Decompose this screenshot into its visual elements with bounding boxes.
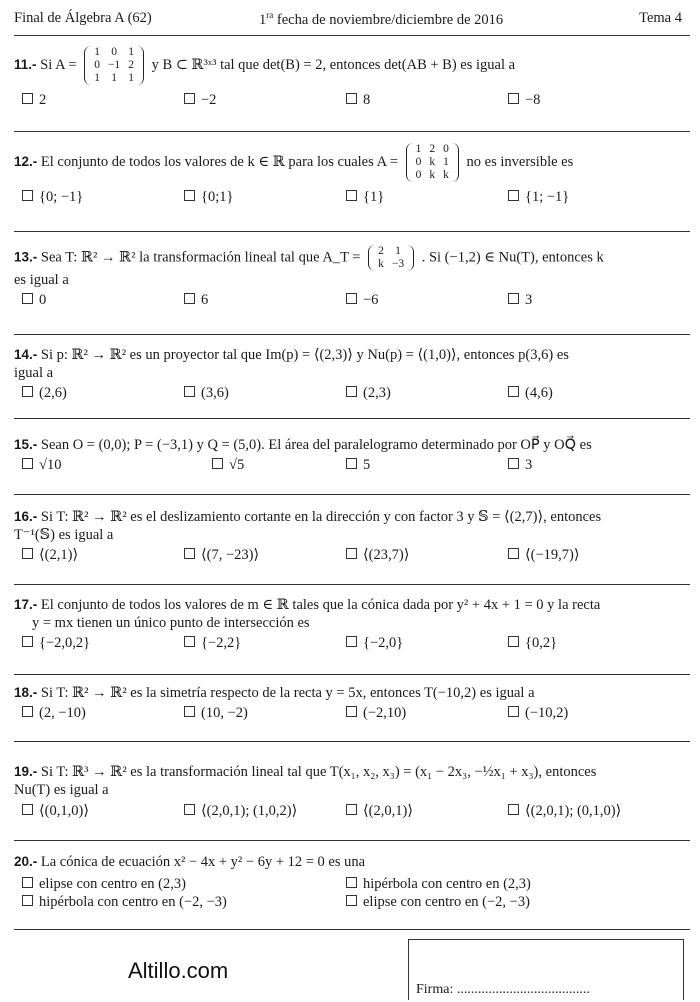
- option-label: {−2,0,2}: [39, 635, 91, 651]
- checkbox[interactable]: [22, 293, 33, 304]
- divider: [14, 334, 690, 335]
- question-number: 19.-: [14, 764, 38, 779]
- options: [14, 456, 690, 474]
- question-text: Sean O = (0,0); P = (−3,1) y Q = (5,0). El área del paralelogramo determinado por OP⃗ y OQ⃗ es: [40, 437, 592, 453]
- option-label: (4,6): [525, 385, 553, 401]
- option-a[interactable]: [22, 384, 67, 402]
- option-label: −6: [363, 292, 379, 308]
- divider: [14, 741, 690, 742]
- question-text-line2: igual a: [14, 365, 54, 381]
- matrix-cell: −3: [391, 258, 405, 270]
- question-text: La cónica de ecuación x² − 4x + y² − 6y + 12 = 0 es una: [40, 854, 366, 870]
- checkbox[interactable]: [184, 190, 195, 201]
- option-a[interactable]: [22, 802, 89, 820]
- option-label: 2: [39, 92, 47, 108]
- option-b[interactable]: [212, 456, 244, 474]
- question-text-post: . Si (−1,2) ∈ Nu(T), entonces k: [421, 249, 604, 266]
- option-label: 8: [363, 92, 371, 108]
- options: [14, 291, 690, 309]
- option-label: (3,6): [201, 385, 229, 401]
- checkbox[interactable]: [184, 636, 195, 647]
- question-text: El conjunto de todos los valores de m ∈ ℝ tales que la cónica dada por y² + 4x + 1 = 0 y la recta: [40, 597, 601, 613]
- option-b[interactable]: [184, 91, 216, 109]
- checkbox[interactable]: [346, 93, 357, 104]
- exam-date: $1^{ra}$ fecha de noviembre/diciembre de 2016: [259, 10, 504, 28]
- matrix-cell: 0: [415, 169, 422, 181]
- option-d[interactable]: [508, 704, 568, 722]
- option-c[interactable]: [22, 893, 227, 911]
- divider: [14, 494, 690, 495]
- question-15: [14, 436, 690, 474]
- option-b[interactable]: [184, 546, 259, 564]
- checkbox[interactable]: [346, 386, 357, 397]
- checkbox[interactable]: [22, 895, 33, 906]
- checkbox[interactable]: [22, 804, 33, 815]
- question-text: Si T: ℝ² → ℝ² es la simetría respecto de la recta y = 5x, entonces T(−10,2) es igual a: [40, 685, 535, 701]
- option-c[interactable]: [346, 456, 370, 474]
- option-c[interactable]: [346, 704, 406, 722]
- option-label: elipse con centro en (−2, −3): [363, 894, 530, 910]
- checkbox[interactable]: [184, 386, 195, 397]
- question-number: 11.-: [14, 56, 37, 72]
- option-label: {1}: [363, 189, 385, 205]
- option-c[interactable]: [346, 384, 391, 402]
- question-number: 20.-: [14, 854, 38, 869]
- matrix-A: [406, 143, 459, 182]
- checkbox[interactable]: [22, 877, 33, 888]
- checkbox[interactable]: [22, 93, 33, 104]
- option-a[interactable]: [22, 875, 186, 893]
- question-text: Si p: ℝ² → ℝ² es un proyector tal que Im(p) = ⟨(2,3)⟩ y Nu(p) = ⟨(1,0)⟩, entonces p(3,6) es: [40, 347, 569, 363]
- option-c[interactable]: [346, 634, 403, 652]
- option-label: elipse con centro en (2,3): [39, 876, 186, 892]
- question-text-line2: Nu(T) es igual a: [14, 782, 109, 798]
- option-a[interactable]: [22, 91, 46, 109]
- option-a[interactable]: [22, 188, 83, 206]
- option-label: (−10,2): [525, 705, 569, 721]
- question-text-line2: T⁻¹(𝕊) es igual a: [14, 527, 114, 543]
- checkbox[interactable]: [346, 804, 357, 815]
- matrix-cell: k: [429, 169, 436, 181]
- matrix-cell: 0: [111, 46, 117, 58]
- matrix-cell: 2: [128, 59, 134, 71]
- question-19: [14, 763, 690, 820]
- question-text-pre: El conjunto de todos los valores de k ∈ ℝ para los cuales A =: [40, 153, 399, 170]
- checkbox[interactable]: [508, 293, 519, 304]
- option-c[interactable]: [346, 802, 413, 820]
- option-d[interactable]: [508, 802, 621, 820]
- checkbox[interactable]: [508, 386, 519, 397]
- checkbox[interactable]: [346, 636, 357, 647]
- matrix-cell: 0: [94, 59, 100, 71]
- option-label: hipérbola con centro en (2,3): [363, 876, 531, 892]
- option-label: (2,6): [39, 385, 67, 401]
- checkbox[interactable]: [22, 386, 33, 397]
- option-label: 3: [525, 292, 533, 308]
- option-label: {0;1}: [201, 189, 234, 205]
- option-label: ⟨(7, −23)⟩: [201, 547, 260, 563]
- option-label: √5: [229, 457, 245, 473]
- matrix-cell: k: [378, 258, 384, 270]
- matrix-cell: 2: [378, 245, 384, 257]
- divider: [14, 584, 690, 585]
- option-a[interactable]: [22, 291, 46, 309]
- exam-title: Final de Álgebra A (62): [14, 10, 152, 26]
- option-b[interactable]: [184, 704, 248, 722]
- option-b[interactable]: [184, 384, 229, 402]
- option-label: (−2,10): [363, 705, 407, 721]
- option-c[interactable]: [346, 291, 378, 309]
- checkbox[interactable]: [346, 877, 357, 888]
- checkbox[interactable]: [184, 548, 195, 559]
- checkbox[interactable]: [184, 293, 195, 304]
- matrix-cell: 1: [94, 46, 100, 58]
- option-label: hipérbola con centro en (−2, −3): [39, 894, 227, 910]
- checkbox[interactable]: [508, 636, 519, 647]
- checkbox[interactable]: [508, 548, 519, 559]
- question-text-line2: es igual a: [14, 272, 69, 288]
- matrix-cell: −1: [107, 59, 121, 71]
- question-number: 14.-: [14, 347, 38, 362]
- option-c[interactable]: [346, 188, 384, 206]
- checkbox[interactable]: [346, 895, 357, 906]
- question-text-post: no es inversible es: [466, 153, 574, 170]
- matrix-AT: [368, 245, 414, 271]
- option-label: ⟨(2,0,1)⟩: [363, 803, 413, 819]
- option-d[interactable]: [508, 291, 532, 309]
- option-label: 6: [201, 292, 209, 308]
- option-label: {0; −1}: [39, 189, 84, 205]
- checkbox[interactable]: [22, 706, 33, 717]
- option-d[interactable]: [508, 91, 540, 109]
- checkbox[interactable]: [508, 190, 519, 201]
- options: [14, 802, 690, 820]
- matrix-cell: 1: [111, 72, 117, 84]
- checkbox[interactable]: [184, 93, 195, 104]
- checkbox[interactable]: [508, 706, 519, 717]
- checkbox[interactable]: [22, 636, 33, 647]
- divider: [14, 418, 690, 419]
- option-label: 0: [39, 292, 47, 308]
- question-text: Si T: ℝ³ → ℝ² es la transformación lineal tal que T(x₁, x₂, x₃) = (x₁ − 2x₃, −½x₁ + x₃), entonces: [40, 764, 597, 780]
- checkbox[interactable]: [346, 458, 357, 469]
- matrix-cell: 2: [429, 143, 436, 155]
- question-11: [14, 46, 690, 109]
- option-label: ⟨(2,0,1); (0,1,0)⟩: [525, 803, 622, 819]
- option-label: −8: [525, 92, 541, 108]
- option-c[interactable]: [346, 546, 409, 564]
- question-17: [14, 596, 690, 652]
- divider: [14, 231, 690, 232]
- divider: [14, 35, 690, 36]
- question-number: 18.-: [14, 685, 38, 700]
- matrix-A: [84, 46, 144, 85]
- option-d[interactable]: [508, 546, 580, 564]
- option-label: (10, −2): [201, 705, 248, 721]
- question-text-pre: Si A =: [40, 56, 77, 73]
- matrix-cell: 0: [443, 143, 449, 155]
- checkbox[interactable]: [184, 804, 195, 815]
- checkbox[interactable]: [22, 548, 33, 559]
- matrix-cell: 1: [443, 156, 449, 168]
- option-d[interactable]: [508, 384, 553, 402]
- question-text-pre: Sea T: ℝ² → ℝ² la transformación lineal tal que A_T =: [40, 249, 361, 266]
- exam-header: [14, 10, 682, 30]
- option-d[interactable]: [508, 456, 532, 474]
- checkbox[interactable]: [346, 293, 357, 304]
- option-a[interactable]: [22, 546, 78, 564]
- option-label: (2,3): [363, 385, 391, 401]
- question-12: [14, 143, 690, 206]
- option-label: ⟨(0,1,0)⟩: [39, 803, 89, 819]
- checkbox[interactable]: [346, 548, 357, 559]
- option-label: {1; −1}: [525, 189, 570, 205]
- options: [14, 91, 690, 109]
- question-18: [14, 684, 690, 722]
- matrix-cell: 1: [395, 245, 401, 257]
- checkbox[interactable]: [346, 706, 357, 717]
- matrix-cell: 1: [94, 72, 100, 84]
- question-number: 12.-: [14, 153, 38, 169]
- divider: [14, 840, 690, 841]
- option-a[interactable]: [22, 456, 61, 474]
- options: [14, 634, 690, 652]
- matrix-cell: k: [443, 169, 449, 181]
- divider: [14, 929, 690, 930]
- option-label: √10: [39, 457, 62, 473]
- question-20: [14, 853, 690, 911]
- option-d[interactable]: [346, 893, 530, 911]
- question-14: [14, 346, 690, 402]
- option-b[interactable]: [184, 634, 241, 652]
- checkbox[interactable]: [184, 706, 195, 717]
- option-label: ⟨(2,1)⟩: [39, 547, 79, 563]
- matrix-cell: 1: [128, 46, 134, 58]
- option-label: ⟨(23,7)⟩: [363, 547, 410, 563]
- option-label: {0,2}: [525, 635, 558, 651]
- question-number: 17.-: [14, 597, 38, 612]
- option-label: ⟨(2,0,1); (1,0,2)⟩: [201, 803, 298, 819]
- matrix-cell: 0: [415, 156, 422, 168]
- altillo-logo: Altillo.com: [128, 958, 229, 983]
- checkbox[interactable]: [212, 458, 223, 469]
- matrix-cell: 1: [415, 143, 422, 155]
- option-label: {−2,2}: [201, 635, 242, 651]
- checkbox[interactable]: [508, 804, 519, 815]
- signature-field[interactable]: Firma: ......................................: [416, 982, 590, 997]
- question-13: [14, 245, 690, 309]
- exam-theme: Tema 4: [639, 10, 682, 26]
- options: [14, 384, 690, 402]
- question-text-line2: y = mx tienen un único punto de intersección es: [32, 615, 310, 631]
- option-label: {−2,0}: [363, 635, 404, 651]
- checkbox[interactable]: [508, 458, 519, 469]
- option-c[interactable]: [346, 91, 370, 109]
- question-number: 13.-: [14, 249, 38, 265]
- checkbox[interactable]: [346, 190, 357, 201]
- options: [14, 704, 690, 722]
- option-label: (2, −10): [39, 705, 86, 721]
- option-label: 3: [525, 457, 533, 473]
- divider: [14, 674, 690, 675]
- option-b[interactable]: [184, 802, 297, 820]
- option-b[interactable]: [346, 875, 531, 893]
- divider: [14, 131, 690, 132]
- option-d[interactable]: [508, 188, 569, 206]
- question-number: 16.-: [14, 509, 38, 524]
- question-number: 15.-: [14, 437, 38, 452]
- checkbox[interactable]: [22, 458, 33, 469]
- question-text-post: y B ⊂ ℝ³ˣ³ tal que det(B) = 2, entonces det(AB + B) es igual a: [151, 56, 516, 73]
- matrix-cell: 1: [128, 72, 134, 84]
- option-d[interactable]: [508, 634, 557, 652]
- option-a[interactable]: [22, 704, 86, 722]
- question-text: Si T: ℝ² → ℝ² es el deslizamiento cortante en la dirección y con factor 3 y 𝕊 = ⟨(2,7)⟩, entonces: [40, 509, 602, 525]
- checkbox[interactable]: [508, 93, 519, 104]
- matrix-cell: k: [429, 156, 436, 168]
- option-a[interactable]: [22, 634, 90, 652]
- options: [14, 188, 690, 206]
- option-b[interactable]: [184, 291, 208, 309]
- option-label: 5: [363, 457, 371, 473]
- option-label: −2: [201, 92, 217, 108]
- checkbox[interactable]: [22, 190, 33, 201]
- options: [14, 875, 690, 911]
- options: [14, 546, 690, 564]
- option-label: ⟨(−19,7)⟩: [525, 547, 580, 563]
- option-b[interactable]: [184, 188, 233, 206]
- question-16: [14, 508, 690, 564]
